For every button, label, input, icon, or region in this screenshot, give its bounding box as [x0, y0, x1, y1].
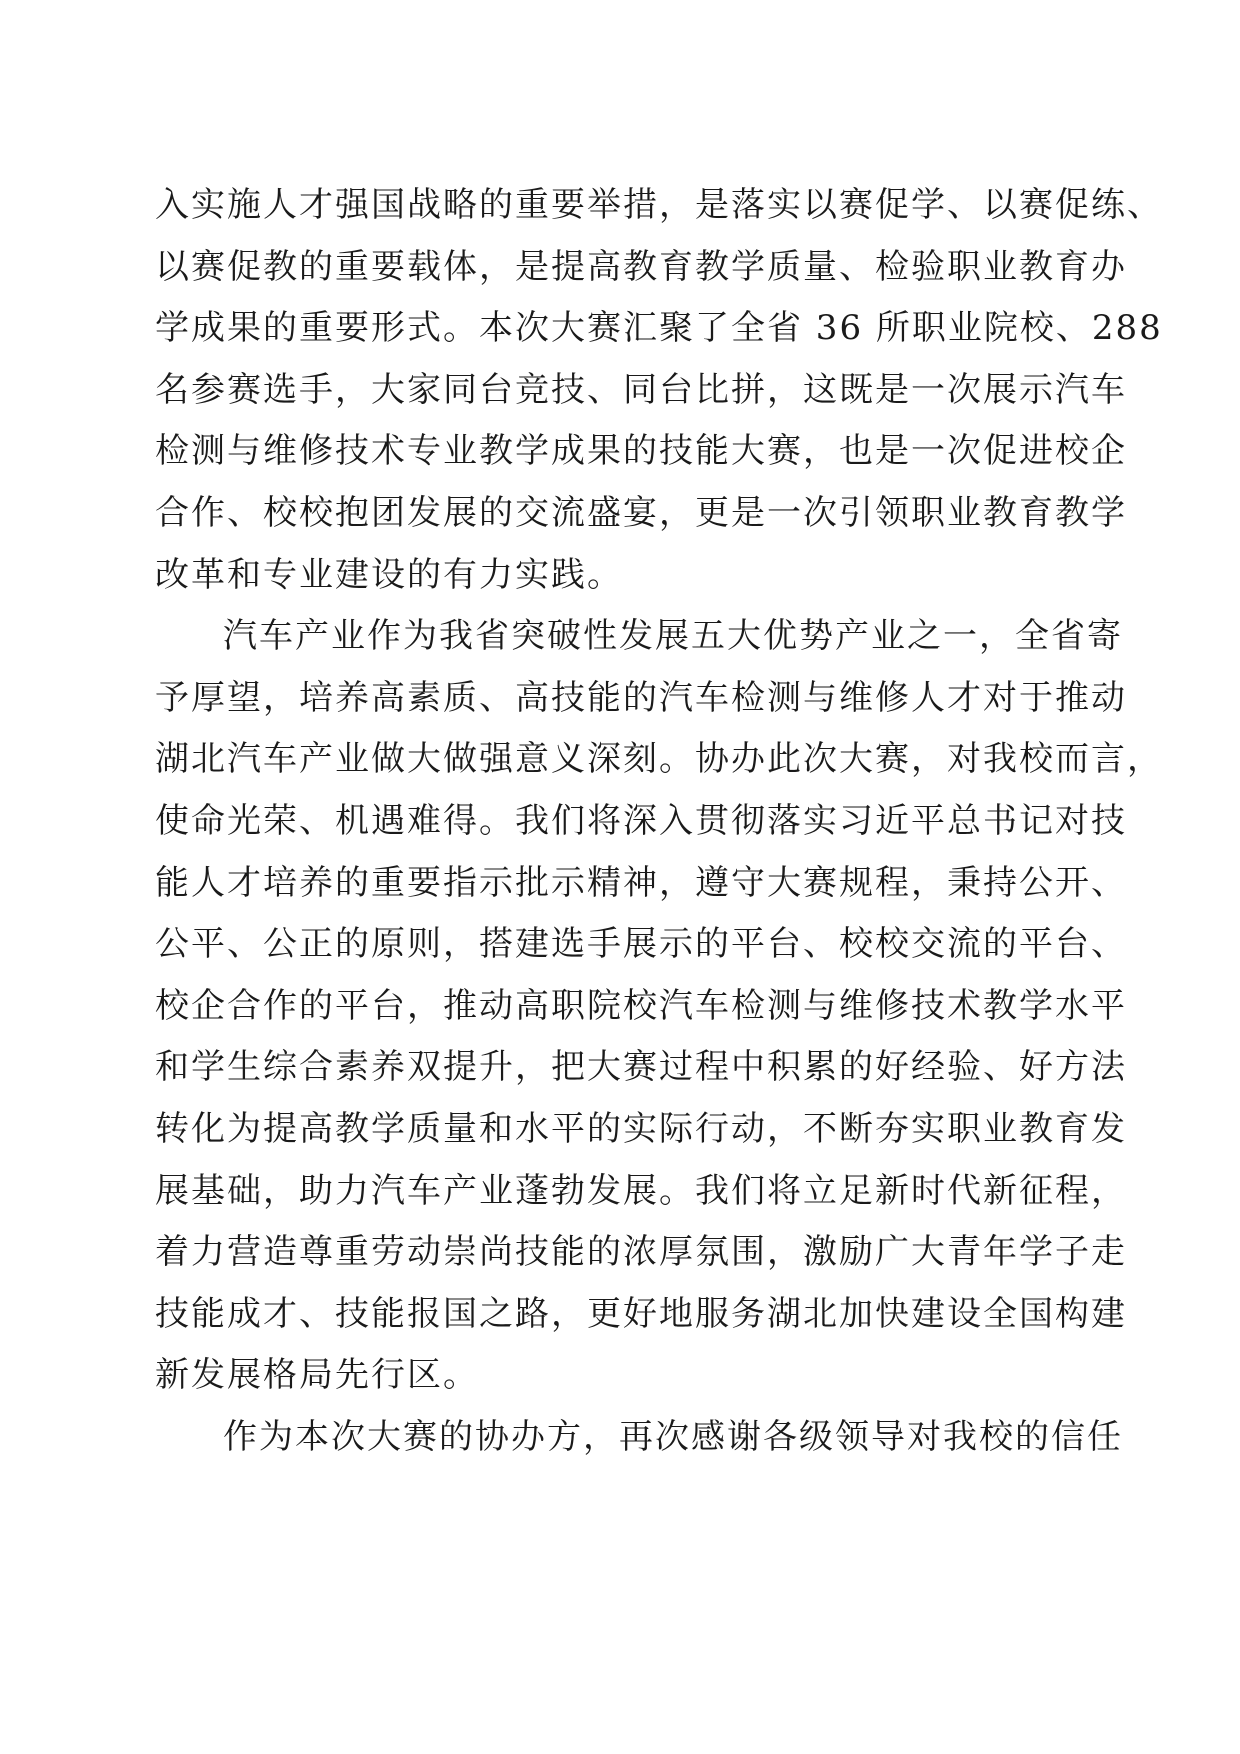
text-line: 公平、公正的原则，搭建选手展示的平台、校校交流的平台、 [155, 924, 1127, 965]
text-line: 改革和专业建设的有力实践。 [155, 554, 623, 595]
text-line: 湖北汽车产业做大做强意义深刻。协办此次大赛，对我校而言， [155, 739, 1163, 780]
text-line: 合作、校校抱团发展的交流盛宴，更是一次引领职业教育教学 [155, 492, 1127, 533]
text-line: 名参赛选手，大家同台竞技、同台比拼，这既是一次展示汽车 [155, 369, 1127, 410]
text-line: 以赛促教的重要载体，是提高教育教学质量、检验职业教育办 [155, 246, 1127, 287]
text-line: 着力营造尊重劳动崇尚技能的浓厚氛围，激励广大青年学子走 [155, 1232, 1127, 1273]
text-line: 和学生综合素养双提升，把大赛过程中积累的好经验、好方法 [155, 1047, 1127, 1088]
text-line: 新发展格局先行区。 [155, 1355, 479, 1396]
text-line: 使命光荣、机遇难得。我们将深入贯彻落实习近平总书记对技 [155, 800, 1127, 841]
text-line: 学成果的重要形式。本次大赛汇聚了全省 36 所职业院校、288 [155, 308, 1163, 349]
text-line: 校企合作的平台，推动高职院校汽车检测与维修技术教学水平 [155, 985, 1127, 1026]
paragraph-3 [155, 1415, 1123, 1477]
text-line: 检测与维修技术专业教学成果的技能大赛，也是一次促进校企 [155, 431, 1127, 472]
text-line: 入实施人才强国战略的重要举措，是落实以赛促学、以赛促练、 [155, 185, 1163, 225]
text-line: 能人才培养的重要指示批示精神，遵守大赛规程，秉持公开、 [155, 862, 1127, 903]
text-line: 转化为提高教学质量和水平的实际行动，不断夯实职业教育发 [155, 1108, 1127, 1149]
paragraph-2 [155, 614, 1163, 1415]
text-line: 技能成才、技能报国之路，更好地服务湖北加快建设全国构建 [155, 1293, 1127, 1334]
text-line: 展基础，助力汽车产业蓬勃发展。我们将立足新时代新征程， [155, 1170, 1127, 1211]
document-body [155, 183, 1163, 1476]
text-line: 作为本次大赛的协办方，再次感谢各级领导对我校的信任 [223, 1416, 1123, 1457]
text-line: 予厚望，培养高素质、高技能的汽车检测与维修人才对于推动 [155, 677, 1127, 718]
paragraph-1 [155, 183, 1163, 614]
text-line: 汽车产业作为我省突破性发展五大优势产业之一，全省寄 [223, 616, 1123, 657]
